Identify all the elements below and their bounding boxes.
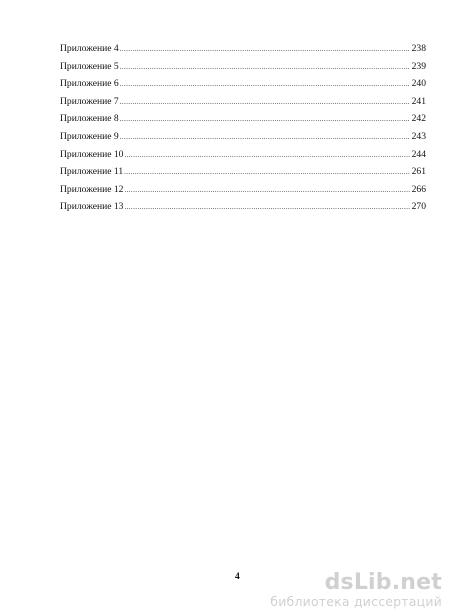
toc-leader-dots — [120, 59, 410, 77]
toc-leader-dots — [120, 111, 410, 129]
toc-entry-label: Приложение 10 — [60, 148, 124, 160]
toc-entry-label: Приложение 5 — [60, 60, 119, 72]
watermark-logo — [270, 572, 442, 609]
toc-entry-page: 239 — [411, 60, 426, 72]
toc-leader-dots — [120, 41, 410, 59]
toc-leader-dots — [120, 94, 410, 112]
toc-entry — [60, 146, 426, 164]
toc-entry-page: 243 — [411, 130, 426, 142]
toc-leader-dots — [124, 147, 409, 165]
toc-leader-dots — [124, 182, 409, 200]
toc-entry — [60, 93, 426, 111]
toc-entry — [60, 75, 426, 93]
toc-entry — [60, 58, 426, 76]
toc-entry — [60, 163, 426, 181]
toc-entry-page: 266 — [411, 183, 426, 195]
toc-leader-dots — [124, 199, 409, 217]
toc-leader-dots — [120, 129, 410, 147]
toc-entry-label: Приложение 11 — [60, 166, 124, 178]
toc-entry-page: 270 — [411, 201, 426, 213]
toc-entry-page: 261 — [411, 166, 426, 178]
watermark-logo-text: dsLib.net — [324, 570, 442, 595]
toc-entry-page: 240 — [411, 78, 426, 90]
page-number: 4 — [235, 572, 240, 582]
toc-leader-dots — [120, 76, 410, 94]
toc-entry-page: 242 — [411, 113, 426, 125]
toc-entry-page: 238 — [411, 43, 426, 54]
toc-leader-dots — [124, 164, 409, 182]
toc-entry-label: Приложение 6 — [60, 78, 119, 90]
toc-entry-label: Приложение 9 — [60, 130, 119, 142]
toc-entry-label: Приложение 7 — [60, 95, 119, 107]
toc-entry-label: Приложение 12 — [60, 183, 124, 195]
toc-entry-page: 241 — [411, 95, 426, 107]
table-of-contents — [60, 40, 426, 216]
toc-entry — [60, 128, 426, 146]
toc-entry — [60, 198, 426, 216]
toc-entry-label: Приложение 4 — [60, 43, 119, 54]
toc-entry-label: Приложение 8 — [60, 113, 119, 125]
toc-entry — [60, 40, 426, 58]
toc-entry — [60, 181, 426, 199]
toc-entry — [60, 110, 426, 128]
watermark-subtitle: библиотека диссертаций — [270, 594, 442, 609]
toc-entry-page: 244 — [411, 148, 426, 160]
toc-entry-label: Приложение 13 — [60, 201, 124, 213]
